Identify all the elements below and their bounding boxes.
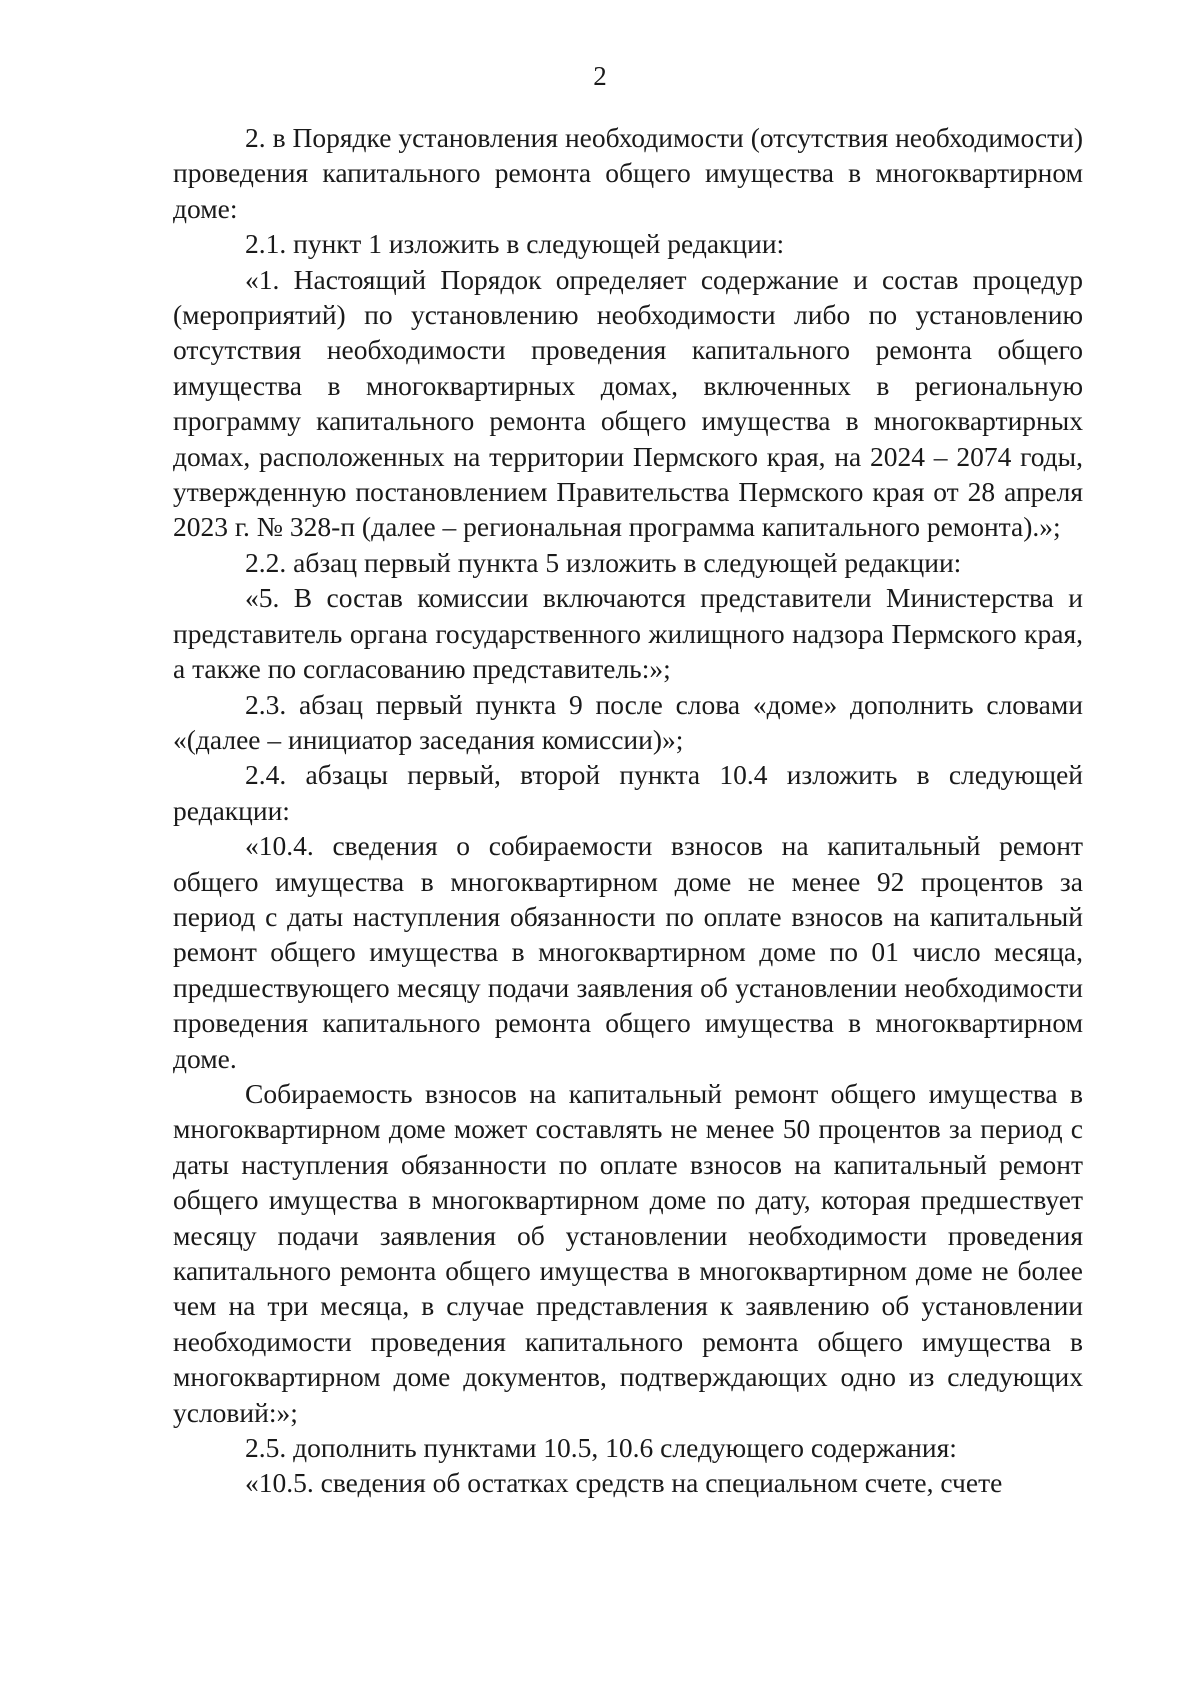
paragraph-2-4-quote-1: «10.4. сведения о собираемости взносов на капитальный ремонт общего имущества в многоквартирном доме не менее 92 процентов за период с даты наступления обязанности по оплате взносов на капитальный ремонт общего имущества в многоквартирном доме по 01 число месяца, предшествующего месяцу подачи заявления об установлении необходимости проведения капитального ремонта общего имущества в многоквартирном доме. (173, 830, 1083, 1074)
paragraph-2-1: 2.1. пункт 1 изложить в следующей редакции: (245, 228, 785, 260)
paragraph-2-5: 2.5. дополнить пунктами 10.5, 10.6 следующего содержания: (245, 1432, 957, 1464)
paragraph-2-4: 2.4. абзацы первый, второй пункта 10.4 изложить в следующей редакции: (173, 759, 1083, 826)
paragraph-2: 2. в Порядке установления необходимости (отсутствия необходимости) проведения капитального ремонта общего имущества в многоквартирном доме: (173, 122, 1083, 224)
paragraph-2-1-quote: «1. Настоящий Порядок определяет содержание и состав процедур (мероприятий) по установлению необходимости либо по установлению отсутствия необходимости проведения капитального ремонта общего имущества в многоквартирных домах, включенных в региональную программу капитального ремонта общего имущества в многоквартирных домах, расположенных на территории Пермского края, на 2024 – 2074 годы, утвержденную постановлением Правительства Пермского края от 28 апреля 2023 г. № 328-п (далее – региональная программа капитального ремонта).»; (173, 263, 1083, 543)
page-number: 2 (593, 61, 607, 91)
paragraph-2-2: 2.2. абзац первый пункта 5 изложить в следующей редакции: (245, 546, 962, 578)
document-body (173, 120, 1083, 1501)
paragraph-2-3: 2.3. абзац первый пункта 9 после слова «доме» дополнить словами «(далее – инициатор заседания комиссии)»; (173, 688, 1083, 755)
paragraph-2-5-quote: «10.5. сведения об остатках средств на специальном счете, счете (245, 1467, 1003, 1499)
paragraph-2-4-quote-2: Собираемость взносов на капитальный ремонт общего имущества в многоквартирном доме может составлять не менее 50 процентов за период с даты наступления обязанности по оплате взносов на капитальный ремонт общего имущества в многоквартирном доме по дату, которая предшествует месяцу подачи заявления об установлении необходимости проведения капитального ремонта общего имущества в многоквартирном доме не более чем на три месяца, в случае представления к заявлению об установлении необходимости проведения капитального ремонта общего имущества в многоквартирном доме документов, подтверждающих одно из следующих условий:»; (173, 1077, 1083, 1428)
paragraph-2-2-quote: «5. В состав комиссии включаются представители Министерства и представитель органа государственного жилищного надзора Пермского края, а также по согласованию представитель:»; (173, 582, 1083, 685)
